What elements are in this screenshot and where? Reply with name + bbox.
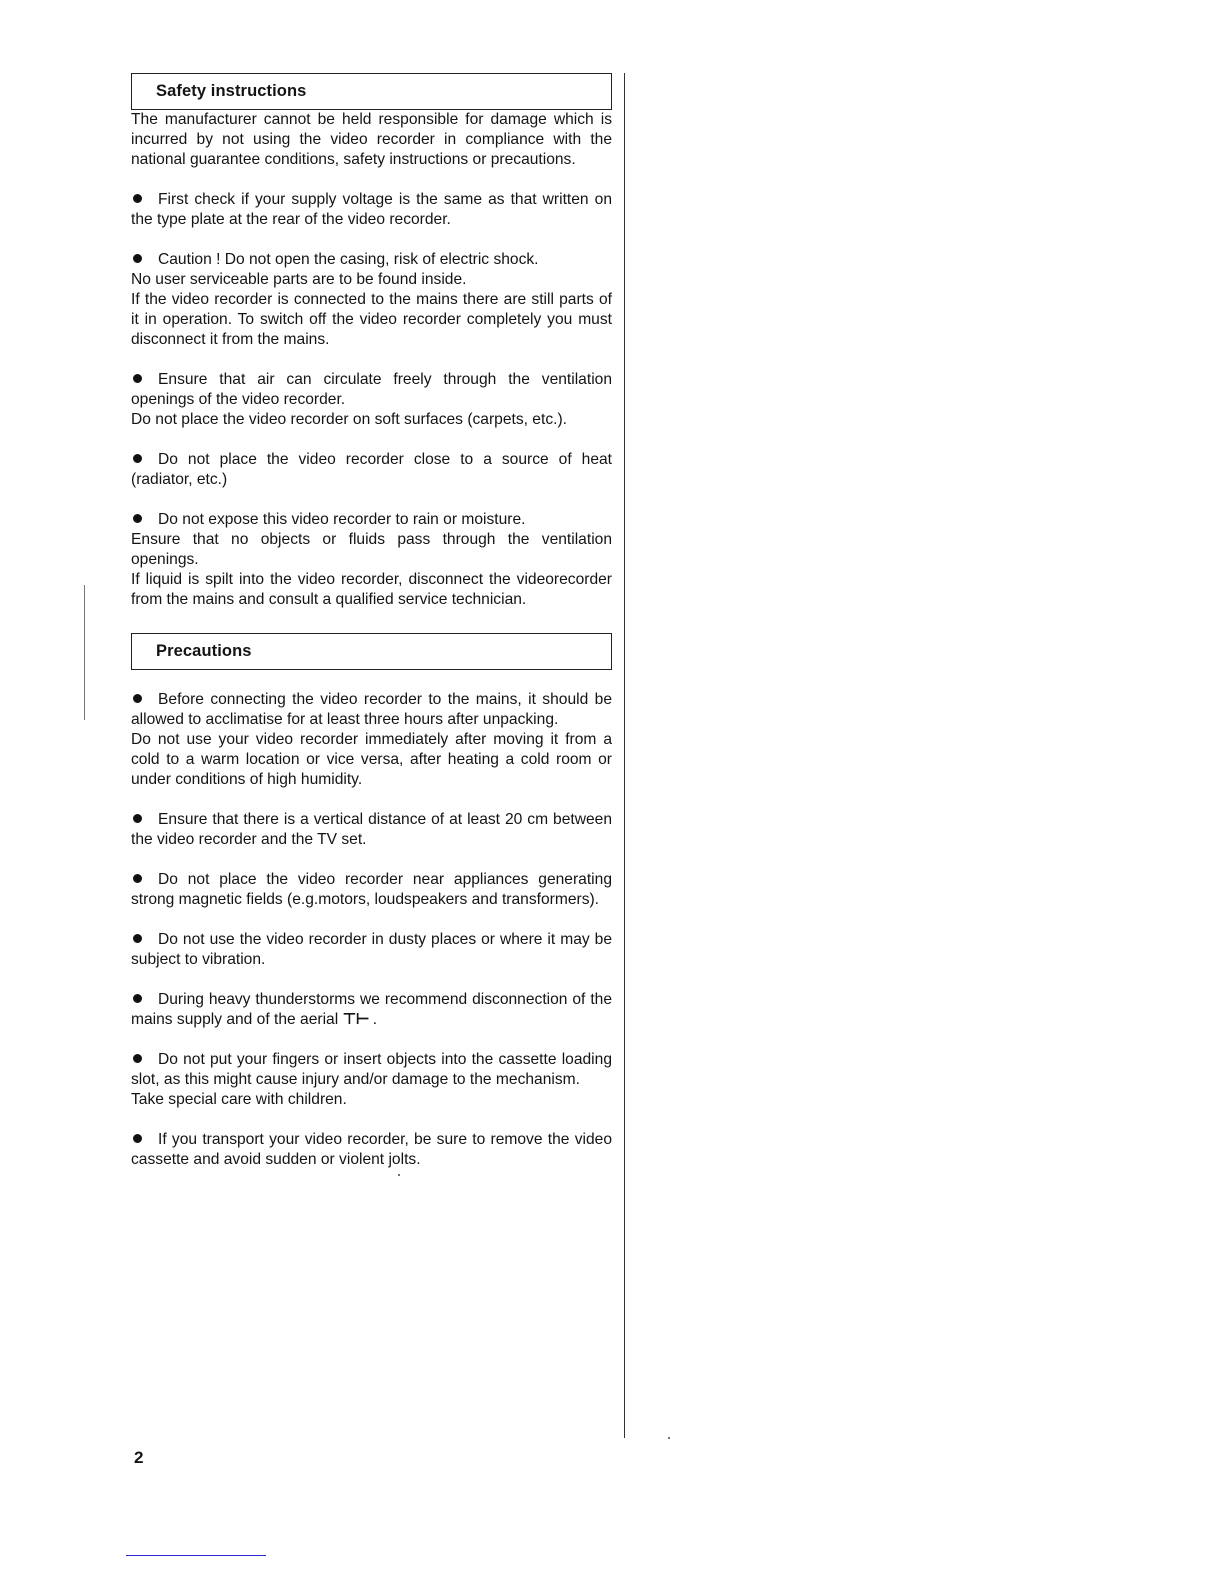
precautions-heading: Precautions	[156, 642, 252, 660]
list-item: Ensure that air can circulate freely through the ventilation openings of the video recorder. Do not place the video recorder on soft surfaces (carpets, etc.).	[131, 371, 612, 428]
safety-intro: The manufacturer cannot be held responsible for damage which is incurred by not using the video recorder in compliance with the national guarantee conditions, safety instructions or precautions.	[131, 111, 612, 168]
safety-heading: Safety instructions	[156, 82, 307, 100]
bullet-icon	[133, 454, 142, 463]
list-item: Caution ! Do not open the casing, risk of electric shock. No user serviceable parts are to be found inside. If the video recorder is connected to the mains there are still parts of it in operation. To switch off the video recorder completely you must disconnect it from the mains.	[131, 251, 612, 348]
bullet-icon	[133, 874, 142, 883]
aerial-symbol-icon: ⊤⊢	[342, 1011, 369, 1028]
list-item: Do not use the video recorder in dusty places or where it may be subject to vibration.	[131, 931, 612, 968]
list-item: If you transport your video recorder, be sure to remove the video cassette and avoid sudden or violent jolts.	[131, 1131, 612, 1168]
scan-speck	[398, 1174, 400, 1176]
list-item: Ensure that there is a vertical distance of at least 20 cm between the video recorder and the TV set.	[131, 811, 612, 848]
list-item: During heavy thunderstorms we recommend disconnection of the mains supply and of the aerial ⊤⊢ .	[131, 991, 612, 1028]
column-divider	[624, 73, 625, 1438]
list-item: Before connecting the video recorder to the mains, it should be allowed to acclimatise for at least three hours after unpacking. Do not use your video recorder immediately after moving it from a cold to a warm location or vice versa, after heating a cold room or under conditions of high humidity.	[131, 691, 612, 788]
safety-list	[131, 190, 612, 610]
bullet-icon	[133, 694, 142, 703]
precautions-list	[131, 690, 612, 1170]
precautions-heading-box	[131, 633, 612, 670]
bullet-icon	[133, 1054, 142, 1063]
list-item: First check if your supply voltage is the same as that written on the type plate at the rear of the video recorder.	[131, 191, 612, 228]
list-item: Do not put your fingers or insert objects into the cassette loading slot, as this might cause injury and/or damage to the mechanism. Take special care with children.	[131, 1051, 612, 1108]
bottom-link-underline	[126, 1555, 266, 1557]
bullet-icon	[133, 194, 142, 203]
bullet-icon	[133, 1134, 142, 1143]
bullet-icon	[133, 374, 142, 383]
list-item: Do not place the video recorder near appliances generating strong magnetic fields (e.g.motors, loudspeakers and transformers).	[131, 871, 612, 908]
margin-mark	[84, 585, 85, 720]
safety-heading-box	[131, 73, 612, 110]
text-column	[131, 73, 612, 1170]
list-item: Do not place the video recorder close to a source of heat (radiator, etc.)	[131, 451, 612, 488]
bullet-icon	[133, 814, 142, 823]
scan-speck	[668, 1437, 670, 1439]
list-item: Do not expose this video recorder to rain or moisture. Ensure that no objects or fluids pass through the ventilation openings. If liquid is spilt into the video recorder, disconnect the videorecorder from the mains and consult a qualified service technician.	[131, 511, 612, 608]
page-number: 2	[134, 1448, 144, 1467]
bullet-icon	[133, 254, 142, 263]
bullet-icon	[133, 514, 142, 523]
bullet-icon	[133, 994, 142, 1003]
bullet-icon	[133, 934, 142, 943]
